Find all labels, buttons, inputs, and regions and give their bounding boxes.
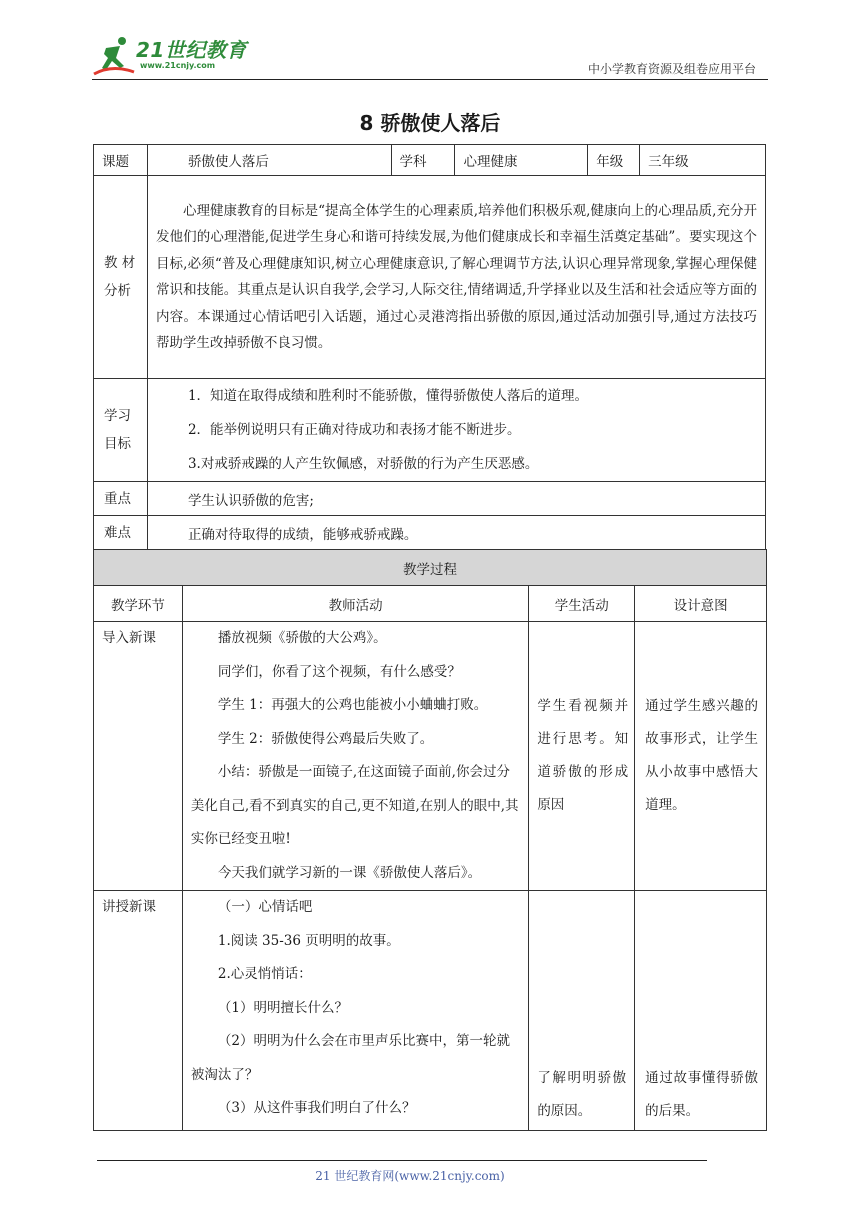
page-header: [92, 30, 768, 82]
platform-name: 中小学教育资源及组卷应用平台: [587, 62, 756, 76]
page-title: 8 骄傲使人落后: [359, 111, 501, 135]
stage-cell: 导入新课: [94, 622, 183, 891]
analysis-label-line2: 分析: [104, 283, 131, 299]
process-title-row: [94, 550, 767, 586]
objective-item: 1．知道在取得成绩和胜利时不能骄傲，懂得骄傲使人落后的道理。: [187, 388, 589, 404]
logo-url-text: www.21cnjy.com: [140, 61, 216, 70]
process-title: 教学过程: [94, 550, 767, 586]
col-header-teacher: 教师活动: [182, 586, 528, 622]
lesson-info-table: [93, 144, 766, 550]
objective-item: 2．能举例说明只有正确对待成功和表扬才能不断进步。: [187, 422, 521, 438]
process-row: [94, 622, 767, 891]
teacher-line: 小结：骄傲是一面镜子,在这面镜子面前,你会过分美化自己,看不到真实的自己,更不知道,在别人的眼中,其实你已经变丑啦!: [190, 764, 519, 847]
logo-brand-text: 21世纪教育: [136, 38, 247, 62]
teacher-activity-cell: [182, 622, 528, 891]
objectives-label-line1: 学习: [104, 408, 131, 424]
teacher-line: 2.心灵悄悄话：: [217, 966, 312, 982]
teacher-line: 学生 1：再强大的公鸡也能被小小蛐蛐打败。: [217, 697, 488, 713]
col-header-student: 学生活动: [529, 586, 635, 622]
key-point-label: 重点: [94, 482, 148, 516]
teacher-activity-cell: [182, 891, 528, 1131]
difficulty-label: 难点: [94, 516, 148, 550]
info-row: [94, 145, 766, 176]
grade-label: 年级: [588, 145, 640, 176]
col-header-intent: 设计意图: [635, 586, 767, 622]
analysis-text: 心理健康教育的目标是“提高全体学生的心理素质,培养他们积极乐观,健康向上的心理品质,充分开发他们的心理潜能,促进学生身心和谐可持续发展,为他们健康成长和幸福生活奠定基础”。要实现这个目标,必须“普及心理健康知识,树立心理健康意识,了解心理调节方法,认识心理异常现象,掌握心理保健常识和技能。其重点是认识自我学,会学习,人际交往,情绪调适,升学择业以及生活和社会适应等方面的内容。本课通过心情话吧引入话题，通过心灵港湾指出骄傲的原因,通过活动加强引导,通过方法技巧帮助学生改掉骄傲不良习惯。: [147, 176, 765, 379]
runner-logo-icon: [92, 34, 136, 78]
analysis-label: [94, 176, 148, 379]
teacher-line: 1.阅读 35-36 页明明的故事。: [217, 932, 400, 949]
key-point-row: [94, 482, 766, 516]
objectives-label-line2: 目标: [104, 436, 131, 452]
course-value: 骄傲使人落后: [147, 145, 391, 176]
teacher-line: （2）明明为什么会在市里声乐比赛中，第一轮就被淘汰了？: [190, 1033, 510, 1083]
site-logo[interactable]: [92, 34, 267, 78]
subject-label: 学科: [391, 145, 455, 176]
process-header-row: [94, 586, 767, 622]
teacher-line: （3）从这件事我们明白了什么？: [217, 1100, 416, 1116]
col-header-stage: 教学环节: [94, 586, 183, 622]
student-activity-cell: 了解明明骄傲的原因。: [529, 891, 635, 1131]
teaching-process-table: [93, 549, 767, 1131]
process-row: [94, 891, 767, 1131]
footer-divider: [97, 1160, 707, 1161]
key-point-text: 学生认识骄傲的危害;: [147, 482, 765, 516]
design-intent-cell: 通过学生感兴趣的故事形式，让学生从小故事中感悟大道理。: [635, 622, 767, 891]
stage-cell: 讲授新课: [94, 891, 183, 1131]
objectives-list: [147, 379, 765, 482]
teacher-line: 同学们，你看了这个视频，有什么感受？: [217, 663, 461, 680]
design-intent-cell: 通过故事懂得骄傲的后果。: [635, 891, 767, 1131]
header-divider: [92, 79, 768, 80]
teacher-line: 学生 2：骄傲使得公鸡最后失败了。: [217, 730, 434, 747]
grade-value: 三年级: [640, 145, 766, 176]
teacher-line: （一）心情话吧: [217, 899, 313, 915]
footer-link[interactable]: 21 世纪教育网(www.21cnjy.com): [315, 1169, 505, 1183]
analysis-label-line1: 教 材: [104, 255, 136, 271]
difficulty-text: 正确对待取得的成绩，能够戒骄戒躁。: [147, 516, 765, 550]
analysis-row: [94, 176, 766, 379]
subject-value: 心理健康: [455, 145, 588, 176]
objective-item: 3.对戒骄戒躁的人产生钦佩感，对骄傲的行为产生厌恶感。: [187, 456, 539, 472]
difficulty-row: [94, 516, 766, 550]
objectives-label: [94, 379, 148, 482]
objectives-row: [94, 379, 766, 482]
student-activity-cell: 学生看视频并进行思考。知道骄傲的形成原因: [529, 622, 635, 891]
teacher-line: （1）明明擅长什么？: [217, 999, 348, 1016]
teacher-line: 今天我们就学习新的一课《骄傲使人落后》。: [217, 864, 482, 881]
teacher-line: 播放视频《骄傲的大公鸡》。: [217, 630, 387, 646]
course-label: 课题: [94, 145, 148, 176]
